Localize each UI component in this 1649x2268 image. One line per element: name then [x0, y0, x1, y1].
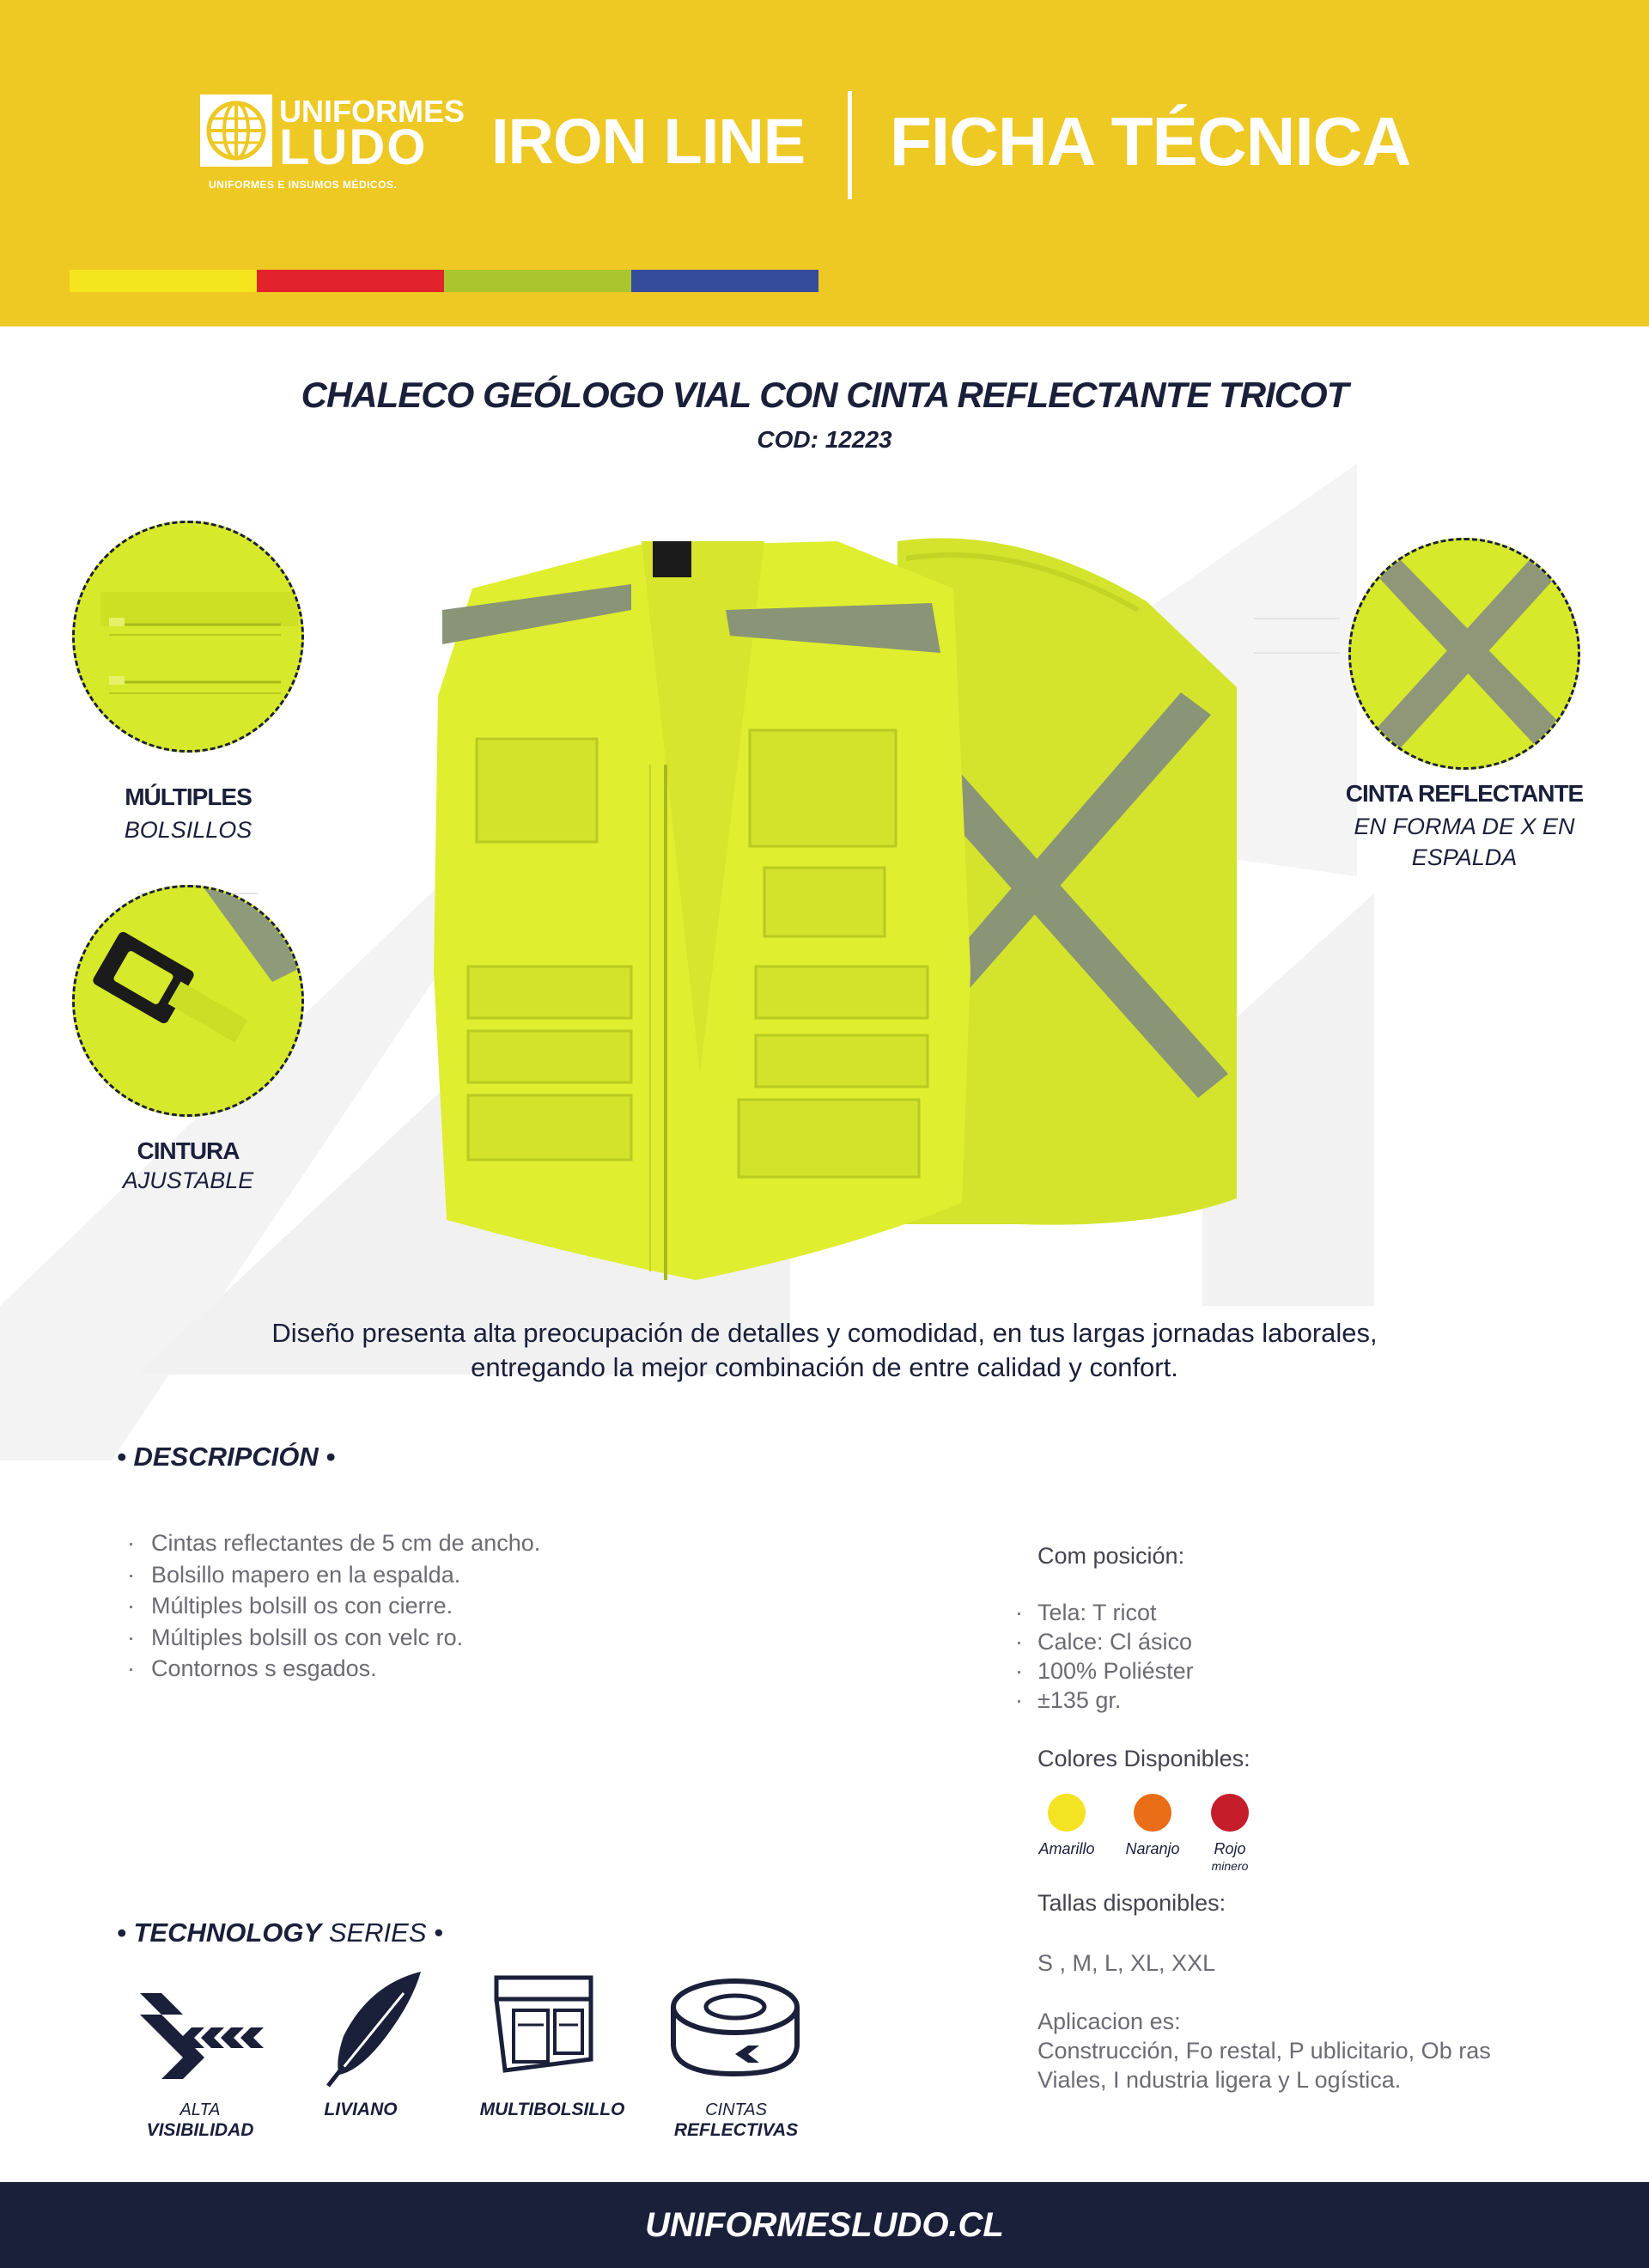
- color-swatch-red[interactable]: [1211, 1794, 1249, 1832]
- composition-item: · 100% Poliéster: [1015, 1656, 1194, 1686]
- color-stripe-blue: [631, 270, 818, 292]
- logo-tagline: UNIFORMES E INSUMOS MÉDICOS.: [209, 179, 398, 191]
- company-logo[interactable]: [200, 94, 465, 198]
- color-label-orange: Naranjo: [1125, 1840, 1180, 1857]
- color-stripe-green: [444, 270, 631, 292]
- tech-label-visibility: [127, 2100, 273, 2141]
- color-label-red: Rojo: [1214, 1840, 1246, 1857]
- tech-label-light-2: LIVIANO: [324, 2100, 398, 2119]
- feature-tape-subtitle-1: EN FORMA DE X EN: [1354, 814, 1575, 839]
- feature-image-pockets: [72, 521, 304, 753]
- applications-label: Aplicacion es:: [1037, 2009, 1181, 2034]
- feature-pockets-subtitle: BOLSILLOS: [124, 817, 253, 843]
- feature-pockets-title: MÚLTIPLES: [125, 783, 252, 810]
- description-item: · Bolsillo mapero en la espalda.: [127, 1559, 540, 1591]
- color-label-yellow: Amarillo: [1038, 1840, 1095, 1857]
- sizes-value: S , M, L, XL, XXL: [1037, 1950, 1216, 1976]
- tech-label-pockets-2: MULTIBOLSILLO: [479, 2100, 625, 2119]
- feature-tape-subtitle-2: ESPALDA: [1411, 844, 1518, 870]
- color-stripe-red: [257, 270, 444, 292]
- description-item: · Contornos s esgados.: [127, 1653, 540, 1685]
- applications-line-2: Viales, I ndustria ligera y L ogística.: [1037, 2067, 1402, 2093]
- composition-list: [1015, 1598, 1194, 1715]
- vest-product-image: [417, 524, 1250, 1289]
- logo-globe-mark: [200, 94, 272, 167]
- header-banner: [0, 0, 1649, 326]
- pocket-icon: [488, 1969, 599, 2081]
- feature-image-waist: [72, 885, 304, 1117]
- description-item: · Múltiples bolsill os con velc ro.: [127, 1622, 540, 1654]
- colors-label: Colores Disponibles:: [1037, 1746, 1250, 1771]
- tech-label-tape-2: REFLECTIVAS: [673, 2120, 799, 2140]
- product-code: COD: 12223: [757, 426, 892, 453]
- feature-image-reflective-tape: [1348, 538, 1580, 770]
- tape-roll-icon: [666, 1972, 804, 2084]
- logo-text-ludo: LUDO: [279, 119, 428, 175]
- tech-label-visibility-1: ALTA: [180, 2100, 221, 2119]
- feature-waist-subtitle: AJUSTABLE: [122, 1168, 254, 1193]
- color-label-red-sub: minero: [1211, 1859, 1249, 1873]
- color-swatch-orange[interactable]: [1134, 1794, 1171, 1832]
- composition-item: · Tela: T ricot: [1015, 1598, 1194, 1627]
- sizes-label: Tallas disponibles:: [1037, 1890, 1226, 1916]
- tech-label-tape: [654, 2100, 818, 2141]
- product-intro: [0, 1316, 1649, 1385]
- tech-label-pockets: [471, 2100, 634, 2120]
- vest-front-view: [434, 541, 971, 1280]
- technology-heading-light: SERIES •: [321, 1917, 443, 1948]
- tech-label-visibility-2: VISIBILIDAD: [146, 2120, 254, 2140]
- feather-icon: [318, 1967, 429, 2088]
- description-item: · Cintas reflectantes de 5 cm de ancho.: [127, 1527, 540, 1559]
- feature-waist-title: CINTURA: [137, 1137, 240, 1164]
- composition-item: · ±135 gr.: [1015, 1686, 1194, 1715]
- technology-heading: [117, 1917, 443, 1948]
- applications-line-1: Construcción, Fo restal, P ublicitario, Ob ras: [1037, 2038, 1491, 2064]
- description-item: · Múltiples bolsill os con cierre.: [127, 1590, 540, 1622]
- intro-line-1: Diseño presenta alta preocupación de detalles y comodidad, en tus largas jornadas laborales,: [271, 1318, 1378, 1348]
- footer-website-link[interactable]: UNIFORMESLUDO.CL: [645, 2206, 1004, 2244]
- composition-label: Com posición:: [1037, 1543, 1185, 1569]
- tech-label-tape-1: CINTAS: [705, 2100, 767, 2119]
- high-visibility-arrows-icon: [136, 1976, 265, 2088]
- page-title: FICHA TÉCNICA: [890, 103, 1411, 180]
- color-swatch-yellow[interactable]: [1048, 1794, 1086, 1832]
- logo-text-uniformes: UNIFORMES: [279, 94, 465, 129]
- composition-item: · Calce: Cl ásico: [1015, 1627, 1194, 1656]
- footer-bar: [0, 2182, 1649, 2268]
- feature-tape-title: CINTA REFLECTANTE: [1345, 780, 1584, 807]
- product-title: CHALECO GEÓLOGO VIAL CON CINTA REFLECTANTE TRICOT: [301, 375, 1348, 415]
- header-divider: [848, 91, 852, 199]
- technology-heading-bold: • TECHNOLOGY: [117, 1917, 322, 1948]
- description-list: [127, 1527, 540, 1685]
- tech-label-light: [292, 2100, 429, 2120]
- product-line-name: IRON LINE: [491, 106, 806, 177]
- color-stripe-yellow: [70, 270, 257, 292]
- intro-line-2: entregando la mejor combinación de entre calidad y confort.: [471, 1352, 1178, 1382]
- description-heading: • DESCRIPCIÓN •: [117, 1442, 336, 1472]
